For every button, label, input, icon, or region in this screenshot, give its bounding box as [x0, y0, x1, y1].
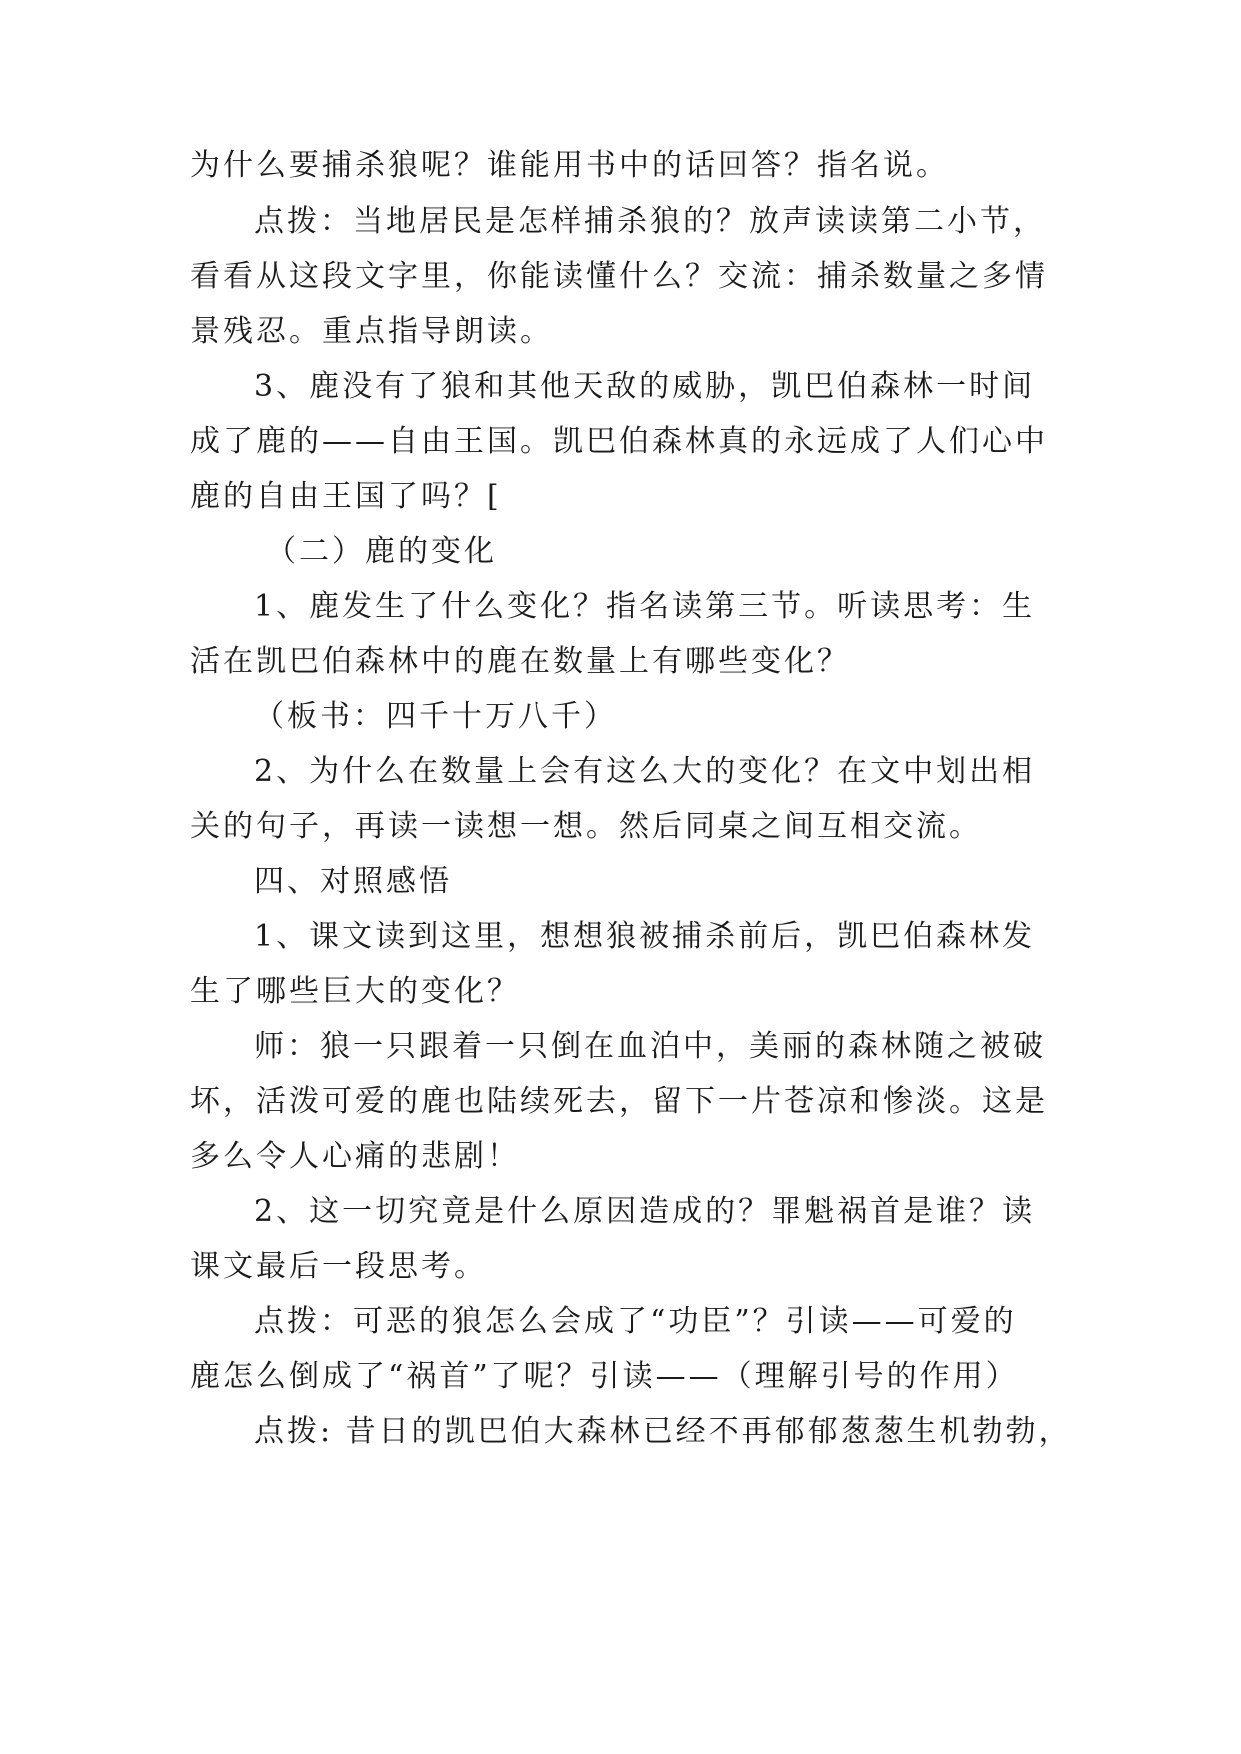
text-line: 关的句子，再读一读想一想。然后同桌之间互相交流。	[190, 809, 982, 844]
section-heading: 四、对照感悟	[254, 864, 452, 899]
section-heading: （二）鹿的变化	[266, 534, 497, 569]
text-line: 1、鹿发生了什么变化？指名读第三节。听读思考：生	[254, 589, 1036, 624]
text-line: 活在凯巴伯森林中的鹿在数量上有哪些变化？	[190, 644, 850, 679]
text-line: 师：狼一只跟着一只倒在血泊中，美丽的森林随之被破	[254, 1029, 1046, 1064]
text-line: 课文最后一段思考。	[190, 1249, 487, 1284]
text-line: 2、这一切究竟是什么原因造成的？罪魁祸首是谁？读	[254, 1194, 1036, 1229]
text-line: 多么令人心痛的悲剧！	[190, 1139, 520, 1174]
text-line: （板书：四千十万八千）	[254, 699, 617, 734]
text-line: 生了哪些巨大的变化？	[190, 974, 520, 1009]
text-line: 点拨: 昔日的凯巴伯大森林已经不再郁郁葱葱生机勃勃，	[254, 1414, 1072, 1449]
text-line: 坏，活泼可爱的鹿也陆续死去，留下一片苍凉和惨淡。这是	[190, 1084, 1048, 1119]
text-line: 点拨：当地居民是怎样捕杀狼的？放声读读第二小节，	[254, 204, 1046, 239]
text-line: 看看从这段文字里，你能读懂什么？交流：捕杀数量之多情	[190, 259, 1048, 294]
text-line: 成了鹿的——自由王国。凯巴伯森林真的永远成了人们心中	[190, 424, 1048, 459]
text-line: 1、课文读到这里，想想狼被捕杀前后，凯巴伯森林发	[254, 919, 1036, 954]
text-line: 2、为什么在数量上会有这么大的变化？在文中划出相	[254, 754, 1036, 789]
text-line: 鹿的自由王国了吗？[	[190, 479, 502, 514]
text-line: 为什么要捕杀狼呢？谁能用书中的话回答？指名说。	[190, 148, 949, 183]
text-line: 点拨：可恶的狼怎么会成了“功臣”？引读——可爱的	[254, 1304, 1017, 1339]
text-line: 鹿怎么倒成了“祸首”了呢？引读——（理解引号的作用）	[190, 1359, 1019, 1394]
text-line: 3、鹿没有了狼和其他天敌的威胁，凯巴伯森林一时间	[254, 369, 1036, 404]
text-line: 景残忍。重点指导朗读。	[190, 314, 553, 349]
